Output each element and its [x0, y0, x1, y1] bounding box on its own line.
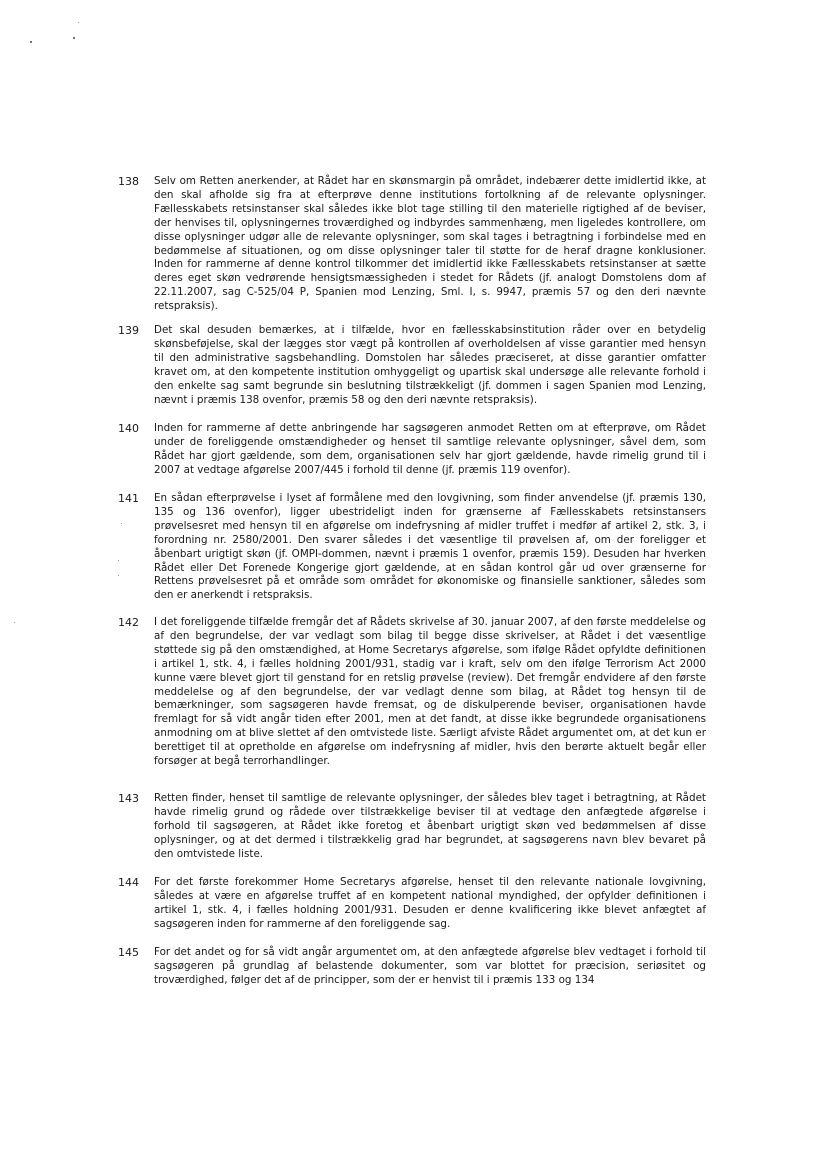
paragraph-number: 139 — [118, 324, 139, 337]
scan-speck — [14, 622, 15, 623]
paragraph-text: Det skal desuden bemærkes, at i tilfælde, hvor en fællesskabsinstitution råder over en betydelig skønsbeføjelse, skal der lægges stor vægt på kontrollen af overholdelsen af visse garantier med hensyn til den administrative sagsbehandling. Domstolen har således præciseret, at disse garantier omfatter kravet om, at den kompetente institution omhyggeligt og upartisk skal undersøge alle relevante forhold i den enkelte sag samt begrunde sin beslutning tilstrækkeligt (jf. dommen i sagen Spanien mod Lenzing, nævnt i præmis 138 ovenfor, præmis 58 og den deri nævnte retspraksis). — [154, 324, 706, 406]
paragraph-143 — [118, 792, 706, 862]
paragraph-text: Inden for rammerne af dette anbringende har sagsøgeren anmodet Retten om at efterprøve, om Rådet under de foreliggende omstændigheder og henset til samtlige relevante oplysninger, såvel dem, som Rådet har gjort gældende, som dem, organisationen selv har gjort gældende, havde rimelig grund til i 2007 at vedtage afgørelse 2007/445 i forhold til denne (jf. præmis 119 ovenfor). — [154, 422, 706, 476]
paragraph-text: Retten finder, henset til samtlige de relevante oplysninger, der således blev taget i betragtning, at Rådet havde rimelig grund og rådede over tilstrækkelige beviser til at vedtage den anfægtede afgørelse i forhold til sagsøgeren, at Rådet ikke foretog et åbenbart urigtigt skøn ved bedømmelsen af disse oplysninger, og at det dermed i tilstrækkelig grad har begrundet, at sagsøgerens navn blev bevaret på den omtvistede liste. — [154, 792, 706, 860]
scan-speck — [78, 22, 79, 23]
paragraph-145 — [118, 946, 706, 988]
paragraph-number: 142 — [118, 616, 139, 629]
paragraph-number: 145 — [118, 946, 139, 959]
paragraph-text: For det første forekommer Home Secretarys afgørelse, henset til den relevante nationale lovgivning, således at være en afgørelse truffet af en kompetent national myndighed, der opfylder definitionen i artikel 1, stk. 4, i fælles holdning 2001/931. Desuden er denne kvalificering ikke blevet anfægtet af sagsøgeren inden for rammerne af den foreliggende sag. — [154, 876, 706, 930]
paragraph-text: For det andet og for så vidt angår argumentet om, at den anfægtede afgørelse blev vedtaget i forhold til sagsøgeren på grundlag af belastende dokumenter, som var blottet for præcision, seriøsitet og troværdighed, følger det af de principper, som der er henvist til i præmis 133 og 134 — [154, 946, 706, 986]
paragraph-141 — [118, 492, 706, 603]
paragraph-text: En sådan efterprøvelse i lyset af formålene med den lovgivning, som finder anvendelse (jf. præmis 130, 135 og 136 ovenfor), ligger ubestrideligt inden for grænserne af Fællesskabets retsinstansers prøvelsesret med hensyn til en afgørelse om indefrysning af midler truffet i medfør af artikel 2, stk. 3, i forordning nr. 2580/2001. Den svarer således i det væsentlige til prøvelsen af, om der foreligger et åbenbart urigtigt skøn (jf. OMPI-dommen, nævnt i præmis 1 ovenfor, præmis 159). Desuden har hverken Rådet eller Det Forenede Kongerige gjort gældende, at en sådan kontrol går ud over grænserne for Rettens prøvelsesret på et område som området for økonomiske og finansielle sanktioner, således som den er anerkendt i retspraksis. — [154, 492, 706, 602]
paragraph-text: Selv om Retten anerkender, at Rådet har en skønsmargin på området, indebærer dette imidlertid ikke, at den skal afholde sig fra at efterprøve denne institutions fortolkning af de relevante oplysninger. Fællesskabets retsinstanser skal således ikke blot tage stilling til den materielle rigtighed af de beviser, der henvises til, oplysningernes troværdighed og indbyrdes sammenhæng, men ligeledes kontrollere, om disse oplysninger udgør alle de relevante oplysninger, som skal tages i betragtning i forbindelse med en bedømmelse af situationen, og om disse oplysninger taler til støtte for de heraf dragne konklusioner. Inden for rammerne af denne kontrol tilkommer det imidlertid ikke Fællesskabets retsinstanser at sætte deres eget skøn vedrørende hensigtsmæssigheden i stedet for Rådets (jf. analogt Domstolens dom af 22.11.2007, sag C-525/04 P, Spanien mod Lenzing, Sml. I, s. 9947, præmis 57 og den deri nævnte retspraksis). — [154, 175, 706, 313]
paragraph-139 — [118, 324, 706, 407]
paragraph-144 — [118, 876, 706, 932]
paragraph-number: 143 — [118, 792, 139, 805]
scan-speck — [73, 37, 75, 39]
paragraph-number: 140 — [118, 422, 139, 435]
scan-speck — [30, 41, 32, 43]
paragraph-number: 141 — [118, 492, 139, 505]
paragraph-number: 138 — [118, 175, 139, 188]
paragraph-text: I det foreliggende tilfælde fremgår det af Rådets skrivelse af 30. januar 2007, af den første meddelelse og af den begrundelse, der var vedlagt som bilag til begge disse skrivelser, at Rådet i det væsentlige støttede sig på den omstændighed, at Home Secretarys afgørelse, som ifølge Rådet opfyldte definitionen i artikel 1, stk. 4, i fælles holdning 2001/931, stadig var i kraft, selv om den ifølge Terrorism Act 2000 kunne være blevet gjort til genstand for en retslig prøvelse (review). Det fremgår endvidere af den første meddelelse og af den begrundelse, der var vedlagt denne som bilag, at Rådet tog hensyn til de bemærkninger, som sagsøgeren havde fremsat, og de diskulperende beviser, organisationen havde fremlagt for så vidt angår tiden efter 2001, men at det fandt, at disse ikke begrundede organisationens anmodning om at blive slettet af den omtvistede liste. Særligt afviste Rådet argumentet om, at det kun er berettiget til at opretholde en afgørelse om indefrysning af midler, hvis den berørte aktuelt begår eller forsøger at begå terrorhandlinger. — [154, 616, 706, 768]
paragraph-138 — [118, 175, 706, 314]
paragraph-number: 144 — [118, 876, 139, 889]
paragraph-142 — [118, 616, 706, 769]
paragraph-140 — [118, 422, 706, 478]
